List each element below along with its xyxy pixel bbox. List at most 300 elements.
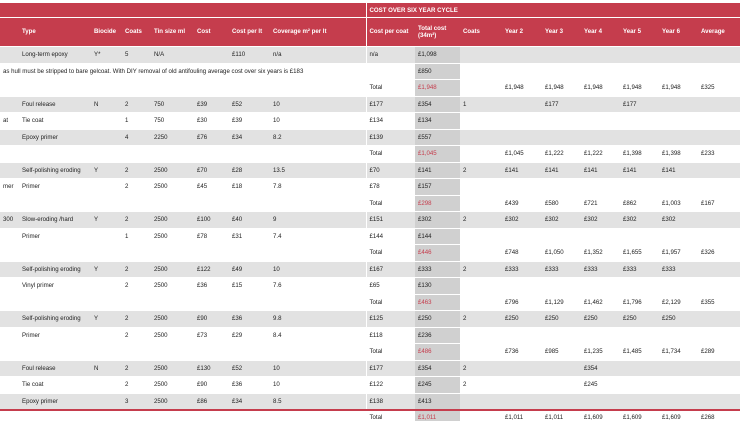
table-cell: [460, 129, 502, 146]
table-cell: [502, 96, 542, 113]
table-cell: £721: [581, 195, 620, 212]
table-cell: £110: [229, 47, 270, 64]
table-cell: [698, 63, 740, 80]
total-cost-cell: £1,045: [415, 146, 460, 163]
average-cell: [698, 327, 740, 344]
table-cell: 2500: [151, 212, 194, 229]
table-cell: [122, 195, 151, 212]
table-cell: £250: [620, 311, 659, 328]
table-cell: 9: [270, 212, 366, 229]
total-label: Total: [366, 410, 415, 421]
average-cell: [698, 311, 740, 328]
table-cell: [194, 294, 229, 311]
table-cell: Foul release: [19, 360, 91, 377]
table-row: [0, 212, 740, 229]
table-cell: [19, 195, 91, 212]
table-cell: 750: [151, 113, 194, 130]
table-cell: £100: [194, 212, 229, 229]
table-cell: £1,948: [542, 80, 581, 97]
column-header-row: [0, 18, 740, 47]
table-cell: [659, 129, 698, 146]
table-cell: 2: [460, 377, 502, 394]
table-cell: £141: [620, 162, 659, 179]
table-cell: [91, 327, 122, 344]
table-row: [0, 327, 740, 344]
table-cell: 1: [122, 228, 151, 245]
table-cell: 10: [270, 360, 366, 377]
column-header: Biocide: [91, 18, 122, 47]
table-cell: £1,948: [581, 80, 620, 97]
table-cell: £28: [229, 162, 270, 179]
table-cell: [270, 80, 366, 97]
table-cell: [542, 377, 581, 394]
table-cell: £39: [229, 113, 270, 130]
table-cell: [91, 228, 122, 245]
table-cell: [0, 278, 19, 295]
total-cost-cell: £1,948: [415, 80, 460, 97]
table-cell: £333: [620, 261, 659, 278]
table-cell: 3: [122, 393, 151, 410]
table-cell: £250: [502, 311, 542, 328]
column-header: Total cost (34m²): [415, 18, 460, 47]
table-row: [0, 278, 740, 295]
average-cell: £325: [698, 80, 740, 97]
table-cell: 2500: [151, 179, 194, 196]
table-cell: £333: [542, 261, 581, 278]
total-label: Total: [366, 80, 415, 97]
table-cell: [122, 344, 151, 361]
table-cell: £439: [502, 195, 542, 212]
table-cell: [0, 129, 19, 146]
average-cell: [698, 162, 740, 179]
table-cell: [270, 410, 366, 421]
total-row: [0, 80, 740, 97]
table-row: [0, 47, 740, 64]
table-body: [0, 47, 740, 421]
average-cell: [698, 393, 740, 410]
table-cell: Epoxy primer: [19, 129, 91, 146]
table-cell: 2: [122, 311, 151, 328]
table-cell: [502, 228, 542, 245]
table-row: [0, 377, 740, 394]
table-cell: 4: [122, 129, 151, 146]
table-cell: [0, 393, 19, 410]
table-cell: £580: [542, 195, 581, 212]
table-cell: £1,948: [620, 80, 659, 97]
table-cell: £130: [194, 360, 229, 377]
table-cell: [581, 228, 620, 245]
table-cell: [151, 410, 194, 421]
antifouling-cost-table: [0, 3, 740, 421]
table-cell: [194, 410, 229, 421]
table-cell: Long-term epoxy: [19, 47, 91, 64]
table-cell: £86: [194, 393, 229, 410]
total-row: [0, 146, 740, 163]
table-cell: [0, 360, 19, 377]
table-cell: [542, 129, 581, 146]
table-cell: Primer: [19, 228, 91, 245]
table-cell: £1,011: [542, 410, 581, 421]
table-cell: 2: [460, 162, 502, 179]
table-cell: £1,485: [620, 344, 659, 361]
table-cell: £34: [229, 393, 270, 410]
table-cell: [270, 146, 366, 163]
table-cell: [581, 129, 620, 146]
section-header-blank: [0, 3, 366, 18]
table-cell: at: [0, 113, 19, 130]
table-cell: [270, 245, 366, 262]
table-cell: £333: [581, 261, 620, 278]
table-cell: 2500: [151, 360, 194, 377]
table-cell: [502, 278, 542, 295]
table-cell: £76: [194, 129, 229, 146]
table-cell: [620, 393, 659, 410]
table-cell: [0, 344, 19, 361]
total-cost-cell: £354: [415, 96, 460, 113]
table-cell: 2250: [151, 129, 194, 146]
table-cell: £1,948: [502, 80, 542, 97]
total-row: [0, 195, 740, 212]
table-cell: [620, 228, 659, 245]
table-cell: Self-polishing eroding: [19, 162, 91, 179]
table-cell: [229, 195, 270, 212]
total-cost-cell: £130: [415, 278, 460, 295]
table-cell: 2: [122, 377, 151, 394]
table-cell: [460, 278, 502, 295]
table-cell: mer: [0, 179, 19, 196]
average-cell: £233: [698, 146, 740, 163]
column-header: Cost per coat: [366, 18, 415, 47]
table-cell: £1,045: [502, 146, 542, 163]
total-label: Total: [366, 146, 415, 163]
table-cell: [581, 393, 620, 410]
table-cell: [460, 410, 502, 421]
table-cell: [19, 245, 91, 262]
table-cell: 7.8: [270, 179, 366, 196]
table-cell: £354: [581, 360, 620, 377]
total-cost-cell: £850: [415, 63, 460, 80]
table-cell: £333: [502, 261, 542, 278]
table-cell: £1,222: [542, 146, 581, 163]
table-row: [0, 393, 740, 410]
table-cell: [460, 47, 502, 64]
table-cell: £177: [542, 96, 581, 113]
table-cell: 10: [270, 96, 366, 113]
table-cell: [460, 344, 502, 361]
table-cell: [542, 47, 581, 64]
table-cell: [19, 344, 91, 361]
table-cell: £144: [366, 228, 415, 245]
table-cell: £1,352: [581, 245, 620, 262]
table-cell: Y: [91, 311, 122, 328]
table-cell: £36: [194, 278, 229, 295]
table-cell: £177: [366, 360, 415, 377]
total-cost-cell: £302: [415, 212, 460, 229]
table-cell: [659, 113, 698, 130]
table-cell: [659, 377, 698, 394]
table-cell: [581, 278, 620, 295]
table-cell: [19, 410, 91, 421]
total-cost-cell: £144: [415, 228, 460, 245]
table-cell: 9.8: [270, 311, 366, 328]
table-cell: £2,129: [659, 294, 698, 311]
table-cell: Self-polishing eroding: [19, 261, 91, 278]
average-cell: £268: [698, 410, 740, 421]
table-row: [0, 162, 740, 179]
table-cell: [270, 294, 366, 311]
table-cell: [460, 393, 502, 410]
table-cell: £1,609: [620, 410, 659, 421]
table-cell: [460, 327, 502, 344]
table-cell: £250: [581, 311, 620, 328]
total-row: [0, 410, 740, 421]
table-cell: [502, 393, 542, 410]
table-cell: [0, 410, 19, 421]
table-cell: £15: [229, 278, 270, 295]
table-cell: £78: [366, 179, 415, 196]
table-cell: [91, 179, 122, 196]
table-cell: Slow-eroding /hard: [19, 212, 91, 229]
table-cell: £736: [502, 344, 542, 361]
total-cost-cell: £298: [415, 195, 460, 212]
average-cell: [698, 47, 740, 64]
table-cell: [0, 96, 19, 113]
table-cell: £65: [366, 278, 415, 295]
total-cost-cell: £245: [415, 377, 460, 394]
table-cell: [659, 228, 698, 245]
table-cell: £151: [366, 212, 415, 229]
table-cell: [659, 327, 698, 344]
table-cell: [91, 377, 122, 394]
table-cell: £70: [194, 162, 229, 179]
table-cell: £45: [194, 179, 229, 196]
total-cost-cell: £486: [415, 344, 460, 361]
total-row: [0, 245, 740, 262]
average-cell: [698, 377, 740, 394]
average-cell: £167: [698, 195, 740, 212]
table-cell: [229, 80, 270, 97]
table-cell: 2: [460, 212, 502, 229]
table-row: [0, 228, 740, 245]
table-cell: [581, 113, 620, 130]
column-header: [0, 18, 19, 47]
table-cell: £30: [194, 113, 229, 130]
table-cell: [502, 47, 542, 64]
table-cell: £177: [366, 96, 415, 113]
table-cell: [151, 146, 194, 163]
table-cell: [581, 327, 620, 344]
table-cell: [659, 179, 698, 196]
table-cell: [151, 344, 194, 361]
table-cell: 2: [122, 179, 151, 196]
table-cell: [19, 146, 91, 163]
table-cell: 2500: [151, 377, 194, 394]
table-cell: £1,462: [581, 294, 620, 311]
table-cell: [19, 80, 91, 97]
table-cell: £1,655: [620, 245, 659, 262]
table-cell: 10: [270, 261, 366, 278]
table-cell: [19, 294, 91, 311]
table-cell: [91, 278, 122, 295]
table-cell: £796: [502, 294, 542, 311]
table-cell: 2: [122, 278, 151, 295]
table-cell: 10: [270, 377, 366, 394]
table-cell: £36: [229, 311, 270, 328]
table-cell: [194, 195, 229, 212]
table-cell: 2500: [151, 278, 194, 295]
table-cell: £122: [366, 377, 415, 394]
table-cell: [542, 360, 581, 377]
total-cost-cell: £333: [415, 261, 460, 278]
average-cell: [698, 96, 740, 113]
table-cell: 300: [0, 212, 19, 229]
total-cost-cell: £446: [415, 245, 460, 262]
table-cell: 2500: [151, 311, 194, 328]
table-cell: [122, 245, 151, 262]
table-cell: 2: [460, 261, 502, 278]
table-cell: [0, 195, 19, 212]
table-cell: £49: [229, 261, 270, 278]
total-cost-cell: £250: [415, 311, 460, 328]
column-header: Coats: [122, 18, 151, 47]
table-cell: [91, 294, 122, 311]
table-cell: £141: [659, 162, 698, 179]
average-cell: £289: [698, 344, 740, 361]
table-cell: [620, 63, 659, 80]
table-cell: [229, 294, 270, 311]
table-cell: £134: [366, 113, 415, 130]
table-cell: 2: [460, 360, 502, 377]
table-cell: 1: [122, 113, 151, 130]
table-cell: [502, 129, 542, 146]
table-cell: [270, 195, 366, 212]
column-header: Year 2: [502, 18, 542, 47]
table-cell: [151, 294, 194, 311]
table-cell: £141: [502, 162, 542, 179]
table-cell: [91, 195, 122, 212]
table-cell: £1,957: [659, 245, 698, 262]
column-header: Average: [698, 18, 740, 47]
table-cell: £245: [581, 377, 620, 394]
table-cell: [659, 360, 698, 377]
table-cell: [502, 179, 542, 196]
table-cell: [91, 113, 122, 130]
column-header: Cost: [194, 18, 229, 47]
table-cell: Y: [91, 261, 122, 278]
table-cell: 5: [122, 47, 151, 64]
table-cell: [542, 278, 581, 295]
table-cell: 2: [460, 311, 502, 328]
table-cell: [460, 63, 502, 80]
table-cell: [460, 146, 502, 163]
table-cell: [460, 179, 502, 196]
table-cell: £122: [194, 261, 229, 278]
column-header: Year 6: [659, 18, 698, 47]
average-cell: [698, 129, 740, 146]
table-cell: £52: [229, 360, 270, 377]
table-cell: £73: [194, 327, 229, 344]
table-cell: [581, 63, 620, 80]
column-header: Coverage m² per lt: [270, 18, 366, 47]
table-cell: £1,948: [659, 80, 698, 97]
table-cell: [229, 410, 270, 421]
table-cell: [581, 179, 620, 196]
table-cell: £167: [366, 261, 415, 278]
table-cell: £31: [229, 228, 270, 245]
table-cell: [659, 47, 698, 64]
table-cell: £985: [542, 344, 581, 361]
average-cell: [698, 228, 740, 245]
table-cell: £1,011: [502, 410, 542, 421]
table-cell: 13.5: [270, 162, 366, 179]
table-cell: [542, 228, 581, 245]
table-cell: [0, 245, 19, 262]
total-cost-cell: £463: [415, 294, 460, 311]
average-cell: [698, 212, 740, 229]
table-cell: [151, 80, 194, 97]
table-cell: [0, 327, 19, 344]
table-cell: [91, 80, 122, 97]
average-cell: [698, 179, 740, 196]
table-cell: £862: [620, 195, 659, 212]
table-cell: £90: [194, 311, 229, 328]
column-header: Coats: [460, 18, 502, 47]
table-cell: £1,050: [542, 245, 581, 262]
table-cell: £78: [194, 228, 229, 245]
table-cell: £250: [659, 311, 698, 328]
table-cell: [542, 327, 581, 344]
section-title: COST OVER SIX YEAR CYCLE: [366, 3, 740, 18]
total-cost-cell: £157: [415, 179, 460, 196]
table-cell: 2: [122, 327, 151, 344]
table-cell: £52: [229, 96, 270, 113]
table-cell: [91, 344, 122, 361]
table-cell: [659, 393, 698, 410]
table-cell: £1,129: [542, 294, 581, 311]
table-cell: [460, 245, 502, 262]
table-cell: £302: [659, 212, 698, 229]
table-cell: Tie coat: [19, 377, 91, 394]
column-header: Year 3: [542, 18, 581, 47]
table-cell: [229, 344, 270, 361]
table-cell: [0, 146, 19, 163]
table-cell: [122, 294, 151, 311]
table-cell: 2500: [151, 162, 194, 179]
table-cell: £118: [366, 327, 415, 344]
bottom-rule: [0, 409, 740, 411]
table-cell: [620, 129, 659, 146]
table-cell: 10: [270, 113, 366, 130]
table-cell: [0, 294, 19, 311]
table-cell: 8.2: [270, 129, 366, 146]
table-cell: Primer: [19, 327, 91, 344]
total-label: Total: [366, 245, 415, 262]
table-row: [0, 179, 740, 196]
table-cell: [91, 245, 122, 262]
column-header: Year 4: [581, 18, 620, 47]
table-cell: [0, 311, 19, 328]
table-cell: [620, 360, 659, 377]
total-cost-cell: £236: [415, 327, 460, 344]
column-header: Type: [19, 18, 91, 47]
table-row: [0, 129, 740, 146]
table-cell: 2500: [151, 327, 194, 344]
table-cell: [229, 245, 270, 262]
average-cell: [698, 360, 740, 377]
column-header: Year 5: [620, 18, 659, 47]
table-cell: 8.5: [270, 393, 366, 410]
table-cell: Tie coat: [19, 113, 91, 130]
